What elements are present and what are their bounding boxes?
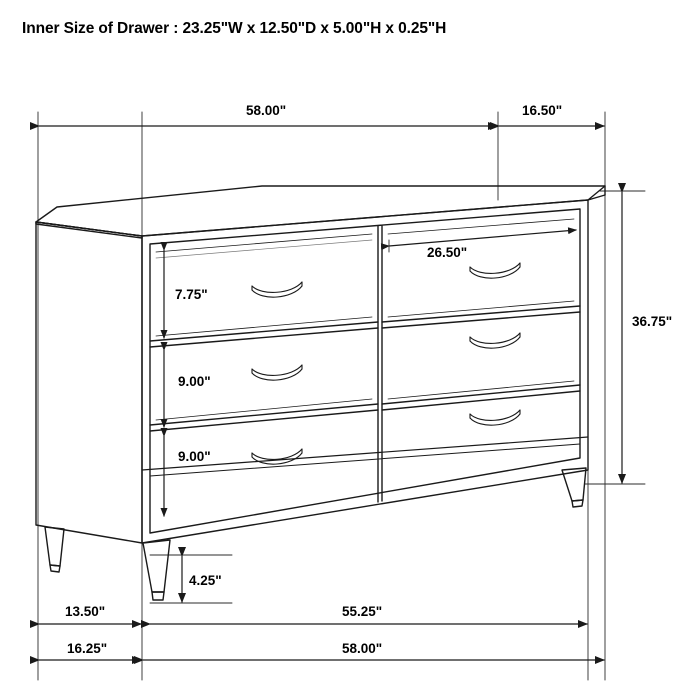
dim-label-leg-offset-left: 13.50" xyxy=(62,604,108,619)
dim-label-drawer-height-top: 7.75" xyxy=(172,287,211,302)
dim-label-total-height: 36.75" xyxy=(629,314,675,329)
dim-label-base-width-front: 55.25" xyxy=(339,604,385,619)
page-title: Inner Size of Drawer : 23.25"W x 12.50"D x 5.00"H x 0.25"H xyxy=(22,20,447,37)
dim-label-drawer-height-bottom: 9.00" xyxy=(175,449,214,464)
dim-label-leg-height: 4.25" xyxy=(186,573,225,588)
dim-label-top-depth: 16.50" xyxy=(519,103,565,118)
dim-label-drawer-height-middle: 9.00" xyxy=(175,374,214,389)
dim-label-drawer-width-right: 26.50" xyxy=(424,245,470,260)
dim-label-top-width: 58.00" xyxy=(243,103,289,118)
dim-label-overall-width: 58.00" xyxy=(339,641,385,656)
dim-label-base-offset-left: 16.25" xyxy=(64,641,110,656)
